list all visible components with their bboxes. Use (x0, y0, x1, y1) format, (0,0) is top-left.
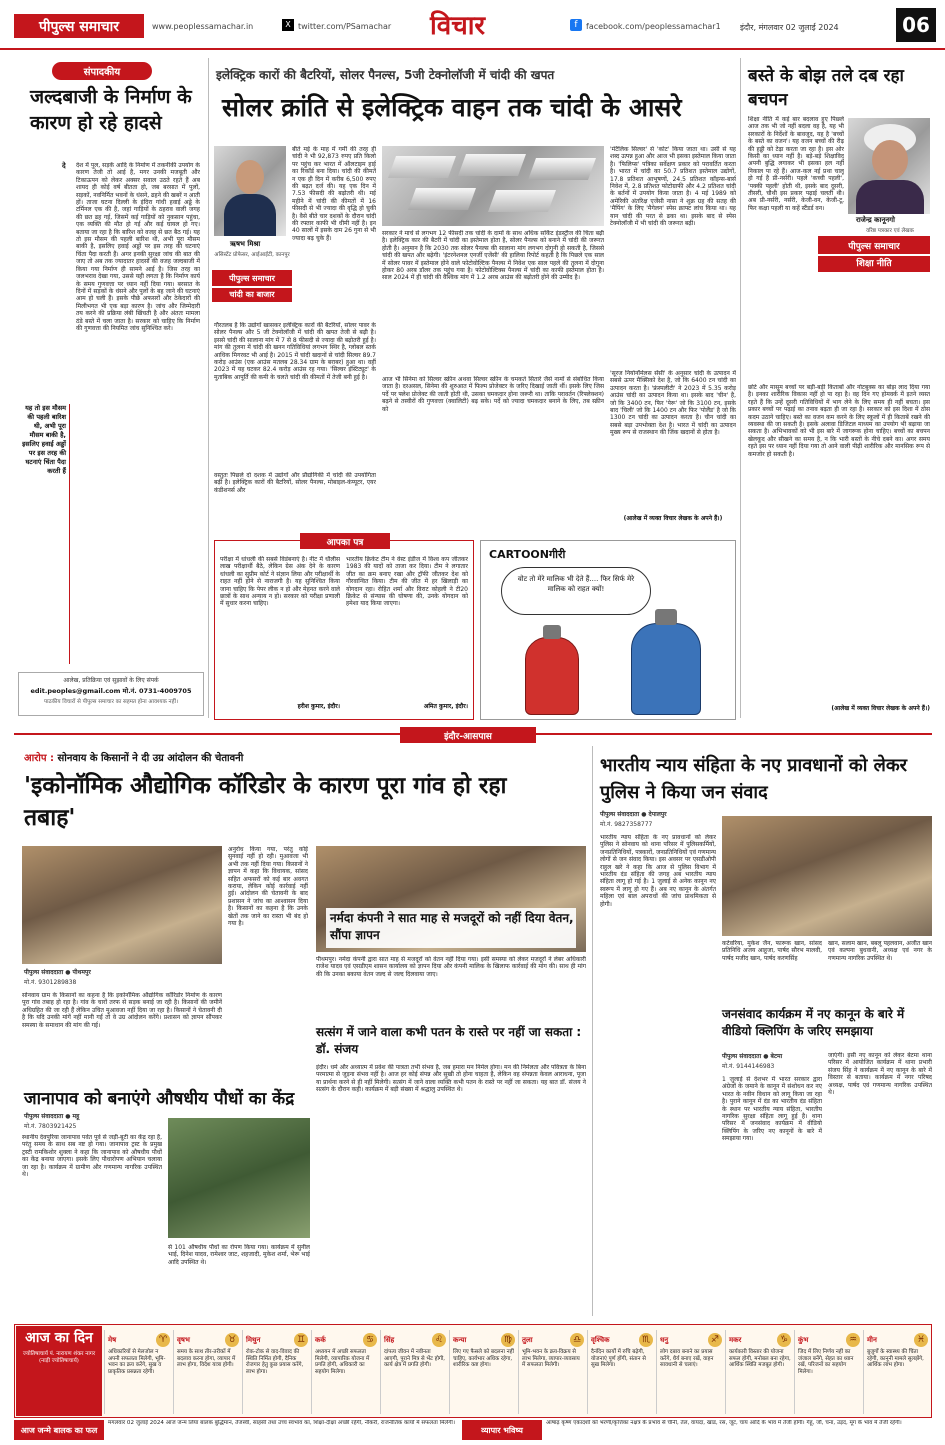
rashi-kark-name: कर्क (315, 1335, 326, 1344)
newspaper-logo: पीपुल्स समाचार (14, 14, 144, 38)
rashi-makar-name: मकर (729, 1335, 742, 1344)
bns-photo (722, 816, 932, 936)
rashi-tula (518, 1330, 587, 1414)
rashi-vrishchik-text: दैनंदिन कार्यों में रुचि बढ़ेगी, योजनाएं पूर्ण होंगी, संतान से सुख मिलेगा। (591, 1349, 646, 1369)
born-today-tag: आज जन्मे बालक का फल (14, 1420, 104, 1440)
website-link[interactable]: www.peoplessamachar.in (152, 22, 254, 31)
bachpan-author-name: राजेन्द्र कानूनगो (856, 216, 895, 224)
rashi-kumbh (794, 1330, 863, 1414)
editorial-disclaimer: पाठकीय विचारों से पीपुल्स समाचार का सहमत होना आवश्यक नहीं। (43, 699, 179, 705)
section-title: विचार (430, 11, 486, 41)
corridor-byline: पीपुल्स संवाददाता ● पीथमपुर (24, 969, 91, 976)
jaanapav-byline: पीपुल्स संवाददाता ● महू (24, 1113, 80, 1120)
rashi-kumbh-text: जिद में लिए निर्णय नहीं का जंजाल बनेंगे, सेहत का ध्यान रखें, परिजनों का सहयोग मिलेगा। (798, 1349, 854, 1375)
cancer-icon: ♋ (363, 1333, 377, 1347)
satsang-headline: सत्संग में जाने वाला कभी पतन के रास्ते पर नहीं जा सकता : डॉ. संजय (316, 1025, 582, 1056)
rashi-tula-name: तुला (522, 1335, 533, 1344)
editorial-dropcap: दे (62, 162, 66, 170)
libra-icon: ♎ (570, 1333, 584, 1347)
main-headline: सोलर क्रांति से इलेक्ट्रिक वाहन तक चांदी के आसरे (222, 93, 682, 122)
rashi-vrishchik (587, 1330, 656, 1414)
born-today-text: मंगलवार 02 जुलाई 2024 आज जन्म लिया बालक बुद्धिमान, तेजस्वी, साहसी तथा उच्च स्वभाव का, शिक्षा-दीक्षा अच्छी रहेगी, नौकरी, राजनीतिक कार्यों में सफलता मिलेगी। (108, 1420, 455, 1426)
rashi-kanya-name: कन्या (453, 1335, 467, 1344)
rashi-mithun-text: रोक-टोक से वाद-विवाद की स्थिति निर्मित होगी, दैनिक रोजगार हेतु कुछ प्रयास करेंगे, लाभ होगा। (246, 1349, 304, 1375)
section-bar-label: इंदौर-आसपास (400, 727, 536, 743)
rashi-meen-text: बुजुर्गों के स्वास्थ्य की चिंता रहेगी, कानूनी मामले सुलझेंगे, आर्थिक लाभ होगा। (867, 1349, 924, 1369)
rashi-dhanu-name: धनु (660, 1335, 669, 1344)
capricorn-icon: ♑ (777, 1333, 791, 1347)
rashi-vrishabh-name: वृषभ (177, 1335, 190, 1344)
jaanapav-photo (168, 1118, 310, 1238)
rashi-mesh-text: अधिकारियों से मेलजोल न अपनी सफलता मिलेगी, भूमि-भवन का क्रय करेंगे, सुख व प्राकृतिक प्रसन्नता रहेगी। (108, 1349, 166, 1375)
rashi-mesh (104, 1330, 173, 1414)
editorial-pullquote: यह तो इस मौसम की पहली बारिश थी, अभी पूरा मौसम बाकी है, इसलिए हवाई अड्डों पर इस तरह की घटनाएं चिंता पैदा करती हैं (20, 404, 70, 664)
main-col1: बीते मई के माह में गर्मी की तरह ही चांदी ने भी 92,873 रुपए प्रति किलो पर पहुंच कर भारत में ऑलटाइम हाई का रिकॉर्ड बना दिया। चांदी की कीमतें न एक ही दिन में करीब 6,500 रुपए की बढ़त दर्ज की। यह एक दिन में 7.53 फीसदी की बढ़ोतरी थी। मई महीने में चांदी की कीमतों में 16 फीसदी से भी ज्यादा की वृद्धि हो चुकी है। वैसे बीते चार दशकों के दौरान चांदी की रफ्तार काफी भी धीमी नहीं है। इन 40 सालों में इसके दाम 26 गुना से भी ज्यादा बढ़ चुके हैं। (292, 146, 376, 242)
author-name: ऋषभ मिश्रा (230, 240, 261, 248)
corridor-photo (22, 846, 222, 964)
facebook-icon: f (570, 19, 582, 31)
aquarius-icon: ♒ (846, 1333, 860, 1347)
betma-headline: जनसंवाद कार्यक्रम में नए कानून के बारे में वीडियो क्लिपिंग के जरिए समझाया (722, 1007, 905, 1038)
gemini-icon: ♊ (294, 1333, 308, 1347)
bns-photo-caption2: खान, सलाम खान, बबलू पहलवान, अजीत खान एवं कल्पना बुधवानी, अध्यक्ष एवं नगर के गणमान्य नागरिक उपस्थित थे। (828, 940, 932, 962)
market-forecast-tag: व्यापार भविष्य (462, 1420, 542, 1440)
facebook-link[interactable]: facebook.com/peoplessamachar1 (586, 22, 721, 31)
corridor-kicker-text: सोनवाय के किसानों ने दी उग्र आंदोलन की चेतावनी (57, 753, 244, 764)
gas-cylinder-red (525, 637, 579, 715)
rashi-kanya-text: लिए गए फैसले को बदलना नहीं चाहिए, कार्यभार अधिक रहेगा, शारीरिक कष्ट होगा। (453, 1349, 514, 1369)
bns-photo-caption: कटेवरिया, मुकेश जैन, फारूक खान, सांसद प्रतिनिधि अजय आहूजा, पार्षद सौरभ मालवी, पार्षद मजीद खान, पार्षद करणसिंह (722, 940, 822, 962)
corridor-body2: अनुरोध किया गया, परंतु कोई सुनवाई नहीं हो रही। मुआवजा भी अभी तक नहीं दिया गया। किसानों ने ज्ञापन में कहा कि विधायक, सांसद सहित अफसरों को कई बार अवगत कराया, लेकिन कोई कार्रवाई नहीं हुई। आंदोलन की चेतावनी के बाद प्रशासन ने जांच का आश्वासन दिया है। किसानों का कहना है कि उनके खेतों तक जाने का रास्ता भी बंद हो गया है। (228, 846, 308, 928)
gas-cylinder-blue (631, 623, 701, 715)
rashi-kark (311, 1330, 380, 1414)
silver-bars-photo (382, 146, 604, 226)
jaanapav-headline: जानापाव को बनाएंगे औषधीय पौधों का केंद्र (24, 1089, 295, 1109)
pisces-icon: ♓ (914, 1333, 928, 1347)
aries-icon: ♈ (156, 1333, 170, 1347)
twitter-link[interactable]: twitter.com/PSamachar (298, 22, 392, 31)
narmada-body: पीथमपुर। नर्मदा कंपनी द्वारा सात माह से मजदूरों को वेतन नहीं दिया गया। इसी समस्या को लेकर मजदूरों ने लेबर अधिकारी राजेश यादव एवं एसडीएम शासन कार्यालय को ज्ञापन दिया और कंपनी मालिक के खिलाफ कार्रवाई की मांग की। साथ ही मांग की कि उनका बकाया वेतन जल्द से जल्द दिलवाया जाए। (316, 956, 586, 978)
corridor-mobile: मो.नं. 9301289838 (24, 979, 77, 986)
jaanapav-body: स्थानीय देवपुरिया जानापाव पर्वत पूर्व से जड़ी-बूटी का केंद्र रहा है, परंतु समय के साथ सब नष्ट हो गया। जानापाव ट्रस्ट के प्रमुख ट्रस्टी रामकिशोर शुक्ला ने कहा कि जानापाव को औषधीय पौधों का केंद्र बनाया जाएगा। इसके लिए पौधारोपण अभियान चलाया जा रहा है। कार्यक्रम में ग्रामीण और गणमान्य नागरिक उपस्थित थे। (22, 1134, 162, 1179)
main-col3b: 'सूरज नियोनॉर्मलस सेंसी' के अनुसार चांदी के उत्पादन में सबसे ऊपर मैक्सिको देश है, जो कि 6400 टन चांदी का उत्पादन करता है। 'फ्रंस्पलीटी' ने 2023 में 5.35 करोड़ आउंस चांदी का उत्पादन किया था। इसके बाद 'चीन' है, जो कि 3400 टन, फिर 'पेरू' जो कि 3100 टन, इसके बाद 'चिली' जो कि 1400 टन और फिर 'पोलैंड' है जो कि 1300 टन चांदी का उत्पादन करता है। चीन चांदी का सबसे बड़ा उपभोक्ता देश है। भारत में चांदी का उत्पादन मुख्य रूप से राजस्थान की जिंक खदानों से होता है। (610, 370, 736, 437)
rashi-vrishabh-text: समय के साथ तीर-तरीकों में बदलाव करना होगा, व्यापार में लाभ होगा, विदेश यात्रा होगी। (177, 1349, 236, 1369)
sagittarius-icon: ♐ (708, 1333, 722, 1347)
horoscope-astrologer: ज्योतिषाचार्य पं. नारायण शंकर नागर (नाड़ी ज्योतिषाचार्य) (22, 1351, 96, 1364)
virgo-icon: ♍ (501, 1333, 515, 1347)
corridor-kicker-label: आरोप : (24, 753, 55, 764)
rashi-mithun (242, 1330, 311, 1414)
scorpio-icon: ♏ (639, 1333, 653, 1347)
main-kicker: इलेक्ट्रिक कारों की बैटरियों, सोलर पैनल्स, 5जी टेक्नोलॉजी में चांदी की खपत (216, 68, 555, 82)
betma-mobile: मो.नं. 9144146983 (722, 1063, 775, 1070)
bns-headline: भारतीय न्याय संहिता के नए प्रावधानों को लेकर पुलिस ने किया जन संवाद (600, 755, 908, 803)
letters-title: आपका पत्र (300, 533, 390, 549)
cartoon-box (480, 540, 736, 720)
bachpan-body2: छोटे और मासूम बच्चों पर बड़ी-बड़ी किताबों और नोटबुक्स का बोझ लाद दिया गया है। इनका शारीरिक विकास नहीं हो पा रहा है। वह दिन गए होमवर्क में इतने व्यस्त रहते हैं कि उन्हें दूसरी गतिविधियों में भाग लेने के लिए समय ही नहीं बचता। इस प्रकार बच्चों पर पढ़ाई का तनाव बढ़ता ही जा रहा है। सरकार को इस दिशा में ठोस कदम उठाने चाहिए। बस्ते का वजन कम करने के लिए स्कूलों में ही किताबें रखने की व्यवस्था की जा सकती है। इसके अलावा डिजिटल माध्यम का उपयोग भी बढ़ाया जा सकता है। अभिभावकों को भी इस बारे में जागरूक होना चाहिए। बच्चों का बचपन खेलकूद और सीखने का समय है, न कि भारी बस्तों के नीचे दबने का। अगर समय रहते इस पर ध्यान नहीं दिया गया तो आने वाली पीढ़ी शारीरिक और मानसिक रूप से कमजोर हो सकती है। (748, 384, 930, 458)
betma-byline: पीपुल्स संवाददाता ● बेटमा (722, 1053, 783, 1060)
bachpan-author-photo (848, 118, 930, 214)
market-forecast-text: आषाढ़ कृष्ण एकादशी को भरणी/कृत्तिका नक्षत्र के प्रभाव से चीनी, तेल, वायदा, खांड, रस, जूट, चाय आदि के भाव में तेजी होगी। गेहूं, जौ, चना, उड़द, मूंग के भाव में तेजी रहेगी। (546, 1420, 902, 1426)
satsang-body: इंदौर। धर्म और अध्यात्म में प्रवेश की पात्रता तभी संभव है, जब हमारा मन निर्मल होगा। मन की निर्मलता और पवित्रता के बिना परमात्मा से जुड़ना संभव नहीं है। आज हर कोई संपन्न और सुखी तो होना चाहता है, लेकिन वह संपन्नता केवल आराधना, पूजा या प्रार्थना करने से ही नहीं मिलेगी। सत्संग में जाने वाला व्यक्ति कभी पतन के रास्ते पर नहीं जा सकता। यह बात डॉ. संजय ने सत्संग के दौरान कही। कार्यक्रम में बड़ी संख्या में श्रद्धालु उपस्थित थे। (316, 1064, 586, 1094)
bachpan-column-logo: पीपुल्स समाचार (818, 236, 930, 254)
rashi-singh-name: सिंह (384, 1335, 395, 1344)
column-name: चांदी का बाजार (212, 288, 292, 302)
jaanapav-mobile: मो.नं. 7803921425 (24, 1123, 77, 1130)
rashi-dhanu-text: लोग दबाव बनाने का प्रयास करेंगे, धैर्य बनाए रखें, वाहन सावधानी से चलाएं। (660, 1349, 714, 1369)
rashi-singh (380, 1330, 449, 1414)
main-col2b: आज भी सिनेमा को सिल्वर स्क्रीन अथवा सिल्वर स्क्रीन के चमकते सितारे जैसे नामों से संबोधित किया जाता है। दरअसल, सिनेमा की शुरुआत में फिल्म प्रोजेक्टर के जरिए दिखाई जाती थीं। इसके लिए जिस पर्दे पर फ्लेश प्रोजेक्ट की जाती होती थी, उसका चमकदार होना जरूरी था। ताकि परावर्तन (रिफ्लेक्शन) बढ़ने से तस्वीरों की गुणवत्ता (क्वालिटी) बढ़ सके। पर्दे को ज्यादा चमकदार बनाने के लिए, तब स्क्रीन को (382, 376, 604, 413)
bachpan-body: शिक्षा नीति में कई बार बदलाव हुए पिछ्ले आज तक भी जो नहीं बदला वह है, यह भी सरकारों के निर्देशों के बावजूद, यह है 'बच्चों के बस्ते का वजन'। यह वजन बच्चों की रीढ़ की हड्डी को टेढ़ा करता जा रहा है। इस ओर किसी का ध्यान नहीं है। बड़े-बड़े शिक्षाविद् अपनी बुद्धि लगाकर भी इसका हल नहीं निकाल पा रहे हैं। आज-कल नई प्रथा चालू हो गई है प्री-नर्सरी। पहले 'कच्ची पहली', 'पक्की पहली' होती थी, इसके बाद दूसरी, तीसरी, चौथी इस प्रकार पढ़ाई चलती थी। अब प्री-नर्सरी, नर्सरी, केजी-वन, केजी-टू, फिर कक्षा पहली या कहें स्टैंडर्ड वन। (748, 116, 844, 212)
letter-1-author: हरीश कुमार, इंदौर। (297, 703, 340, 710)
author-title: असिस्टेंट प्रोफेसर, आईआईटी, कानपुर (214, 252, 290, 258)
bachpan-column-name: शिक्षा नीति (818, 256, 930, 272)
author-photo (214, 146, 286, 236)
bns-body: भारतीय न्याय संहिता के नए प्रावधानों को लेकर पुलिस ने सोनवाय को थाना परिसर में पुलिसकर्मियों, जनप्रतिनिधियों, पत्रकारों, जनप्रतिनिधियों एवं गणमान्य लोगों से जन संवाद किया। इस अवसर पर एसडीओपी राहुल खरे ने कहा कि आज से पुलिस विभाग में भारतीय दंड संहिता की जगह अब भारतीय न्याय संहिता लागू हो गई है। 1 जुलाई से अनेक कानून नए स्वरूप में लागू हो गए हैं। अब नए कानून के अंतर्गत महिला एवं बाल अपराधों की जांच प्राथमिकता से होगी। (600, 834, 716, 908)
bns-byline: पीपुल्स संवाददाता ● देपालपुर (600, 811, 667, 818)
letter-2-author: अमित कुमार, इंदौर। (423, 703, 468, 710)
editorial-email[interactable]: edit.peoples@gmail.com मो.नं. 0731-4009705 (30, 687, 192, 695)
rashi-vrishabh (173, 1330, 242, 1414)
gas-cylinder-blue-valve (655, 609, 677, 625)
rashi-kanya (449, 1330, 518, 1414)
editorial-body: देश में पुल, सड़कें आदि के निर्माण में तकनीकी उपयोग के कारण तेजी तो आई है, मगर उनकी मजबूती और टिकाऊपन को लेकर अक्सर सवाल उठते रहते हैं अब शायद ही कोई वर्ष बीतता हो, जब बरसात में पुलों, सड़कों, नवनिर्मित भवनों के धंसने, ढहने की खबरें न आती हों। ताजा घटना दिल्ली के इंदिरा गांधी हवाई अड्डे के टर्मिनल एक की है, जहां गाड़ियों के ठहराव वाली जगह की छत ढह गई, जिसमें कई गाड़ियों को नुकसान पहुंचा, एक व्यक्ति की मौत हो गई और कई घायल हो गए। बताया जा रहा है कि बारिश को वजह से छत बैठ गई। यह तो इस मौसम की पहली बारिश थी, अभी पूरा मौसम बाकी है, इसलिए हवाई अड्डों पर इस तरह की घटनाएं चिंता पैदा करती हैं। अगर इनकी सुरक्षा जांच की बात की जाए तो अब तक ज्यादातर हादसों की वजह जल्दबाजी में किया गया निर्माण ही सामने आई है। जिस तरह का जलभराव देखा गया, उससे यही लगता है कि निर्माण कार्य के समय गुणवत्ता पर ध्यान नहीं दिया गया। बरसात के दिनों में सड़कों के धंसने और पुलों के बह जाने की घटनाएं आम हो चली हैं। इसके पीछे अफसरों और ठेकेदारों की मिलीभगत भी एक बड़ा कारण है। जांच और जिम्मेदारी तय करने की प्रक्रिया लंबी खिंचती है और अंततः मामला ठंडे बस्ते में चला जाता है। सरकार को चाहिए कि निर्माण की गुणवत्ता की नियमित जांच सुनिश्चित करे। (76, 162, 200, 332)
corridor-kicker (24, 750, 564, 764)
main-col1c: वस्तुतः पिछले दो दशक में उद्योगों और प्रौद्योगिकी में चांदी की उपयोगिता बढ़ी है। इलेक्ट्रिक कारों की बैटरियों, सोलर पैनल्स, मोबाइल-कंप्यूटर, एयर कंडीशनर्स और (214, 472, 376, 494)
editorial-headline: जल्दबाजी के निर्माण के कारण हो रहे हादसे (30, 86, 192, 134)
corridor-body: सोनवाय ग्राम के किसानों का कहना है कि इकोनॉमिक औद्योगिक कॉरिडोर निर्माण के कारण पूरा गांव तबाह हो रहा है। गांव के चारों तरफ से सड़क बनाई जा रही है। किसानों की जमीनें अधिग्रहित की जा रही हैं लेकिन उचित मुआवजा नहीं दिया जा रहा है। किसानों ने चेतावनी दी है कि यदि उनकी मांगें नहीं मानी गईं तो वे उग्र आंदोलन करेंगे। प्रशासन को ज्ञापन सौंपकर समस्या के समाधान की मांग की गई। (22, 992, 222, 1029)
bachpan-headline: बस्ते के बोझ तले दब रहा बचपन (748, 66, 904, 110)
editorial-footer (18, 672, 204, 716)
rashi-meen-name: मीन (867, 1335, 877, 1344)
taurus-icon: ♉ (225, 1333, 239, 1347)
betma-body2: जाएंगी। इसी नए कानून को लेकर बेटमा थाना परिसर में आयोजित कार्यक्रम में थाना प्रभारी संजय सिंह ने कार्यक्रम में नए कानून के बारे में विस्तार से बताया। कार्यक्रम में नगर परिषद अध्यक्ष, पार्षद एवं गणमान्य नागरिक उपस्थित थे। (828, 1052, 932, 1097)
rashi-makar (725, 1330, 794, 1414)
jaanapav-body2: से 101 औषधीय पौधों का रोपण किया गया। कार्यक्रम में सुनील भाई, दिनेश यादव, रामेश्वर जाट, शहजादी, मुकेश शर्मा, भेरू भाई आदि उपस्थित थे। (168, 1244, 310, 1266)
rashi-dhanu (656, 1330, 725, 1414)
rashi-mithun-name: मिथुन (246, 1335, 261, 1344)
cartoon-bubble: वोट तो मेरे मालिक भी देते हैं.... फिर सिर्फ मेरे मालिक को राहत क्यों! (501, 567, 651, 615)
main-col2: सरकार ने मार्च से लगभग 12 फीसदी तक चांदी के दामों के साथ अधिक सर्किट इंडस्ट्रीज की चिंता बढ़ी है। इलेक्ट्रिक कार की बैटरी में चांदी का इस्तेमाल होता है, सोलर पैनल्स को बनाने में चांदी की जरूरत होती है। अनुमान है कि 2030 तक सोलर पैनल्स की सालाना मांग लगभग दोगुनी हो सकती है, जिससे चांदी की खपत और बढ़ेगी। 'इंटरनेशनल एनर्जी एजेंसी' की हालिया रिपोर्ट कहती है कि पिछले एक साल में सोलर पावर में इस्तेमाल होने वाले फोटोवोल्टिक पैनल्स में निवेश एक साल पहले की तुलना में दोगुना होकर 80 अरब डॉलर तक पहुंच गया है। फोटोवोल्टिक्स पैनल्स में चांदी का काफी इस्तेमाल होता है। साल 2024 में ही चांदी की वैश्विक मांग में 1.2 अरब आउंस की बढ़ोतरी होने की उम्मीद है। (382, 230, 604, 282)
betma-body: 1 जुलाई से देशभर में भारत सरकार द्वारा अंग्रेजों के जमाने के कानून में संशोधन कर नए भारत के नवीन विधान को लागू किया जा रहा है। पुराने कानून में दंड का भारतीय दंड संहिता के स्थान पर भारतीय न्याय संहिता, भारतीय नागरिक सुरक्षा संहिता लागू हुई है। थाना परिसर में जनसंवाद कार्यक्रम में वीडियो क्लिपिंग के जरिए नए कानूनों के बारे में समझाया गया। (722, 1076, 822, 1143)
editorial-footer-line: आलेख, प्रतिक्रिया एवं सुझावों के लिए संपर्क (63, 677, 159, 684)
gas-cylinder-red-valve (543, 625, 561, 639)
rashi-mesh-name: मेष (108, 1335, 117, 1344)
rashi-kark-text: अध्ययन में अच्छी सफलता मिलेगी, व्यापारिक योजना में प्रगति होगी, अधिकारी का सहयोग मिलेगा। (315, 1349, 370, 1375)
rashi-kumbh-name: कुंभ (798, 1335, 809, 1344)
dateline: इंदौर, मंगलवार 02 जुलाई 2024 (740, 23, 839, 32)
rashi-tula-text: भूमि-भवन के क्रय-विक्रय से लाभ मिलेगा, व्यापार-व्यवसाय में सफलता मिलेगी। (522, 1349, 580, 1369)
letter-1: परीक्षा में धांधली की सबसे विडंबनाएं है। नीट में धौलीस लाख परीक्षार्थी बैठे, लेकिन ग्रेस अंक देने के कारण धांधली का सुप्रीम कोर्ट ने संज्ञान लिया और परीक्षार्थी के राहत नहीं होने से नाराजगी है। यह सुनिश्चित किया जाना चाहिए कि पेपर लीक न हो और मेहनत करने वाले छात्रों के साथ अन्याय न हो। सरकार को परीक्षा प्रणाली में सुधार करना चाहिए। (220, 556, 340, 608)
column-logo: पीपुल्स समाचार (212, 270, 292, 286)
letter-2: भारतीय क्रिकेट टीम ने वेस्ट इंडीज में विश्व कप जीतकर 1983 की यादों को ताजा कर दिया। टीम ने लगातार जीत का क्रम बनाए रखा और ट्रॉफी जीतकर देश को गौरवान्वित किया। टीम की जीत में हर खिलाड़ी का योगदान रहा। रोहित शर्मा और विराट कोहली ने टी20 क्रिकेट से संन्यास की घोषणा की, उनके योगदान को हमेशा याद किया जाएगा। (346, 556, 468, 608)
editorial-tag: संपादकीय (52, 62, 152, 80)
page-number: 06 (896, 8, 936, 42)
main-col1b: गौरतलब है कि उद्योगों खासकर इलेक्ट्रिक कारों की बैटरियों, सोलर पावर के सोलर पैनल्स और 5 जी टेक्नोलॉजी में चांदी की खपत तेजी से बढ़ी है। इससे चांदी की सालाना मांग में 7 से 8 फीसदी से ज्यादा की बढ़ोतरी हुई है। मांग की तुलना में चांदी की खनन गतिविधियां लगभग स्थिर है, ग्लोबल स्तर्क आधिक मिगरवट भी आई है। 2015 में चांदी खदानों से चांदी सिल्वर 89.7 करोड़ आउंस (एक आउंस मतलब 28.34 ग्राम के बराबर) हुआ था। वहीं 2023 में यह घटकर 82.4 करोड़ आउंस रह गया। 'सिल्वर इंस्टिट्यूट' के मुताबिक आपूर्ति की कमी के चलते चांदी की कीमतों में तेजी बनी हुई है। (214, 322, 376, 381)
twitter-icon: X (282, 19, 294, 31)
horoscope-title: आज का दिन (25, 1330, 93, 1346)
main-col3: 'मेटैलिक सिल्वर' से 'कोट' किया जाता था। उसी से यह शब्द उत्पन्न हुआ और आज भी इसका इस्तेमाल किया जाता है। 'फिलिप्स' पत्रिका सर्वेक्षण प्रकार को परावर्तित करता है। भारत में चांदी का 50.7 प्रतिशत इस्तेमाल उद्योगों, 17.8 प्रतिशत आभूषणों, 24.5 प्रतिशत कॉइन्स-बार्स निवेश में, 2.8 प्रतिशत फोटोग्राफी और 4.2 प्रतिशत चांदी के बर्तनों में उपयोग किया जाता है। 4 मई 1989 को अमेरिकी अंतरिक्ष एजेंसी नासा ने शुक्र ग्रह की सतह की 'मैपिंग' के लिए 'मैगेलन' स्पेस क्राफ्ट लांच किया था। यह यान चांदी की परत से ढका था। इसके बाद से स्पेस टेक्नोलॉजी में भी चांदी की जरूरत बढ़ी। (610, 146, 736, 228)
corridor-headline: 'इकोनॉमिक औद्योगिक कॉरिडोर के कारण पूरा गांव हो रहा तबाह' (24, 773, 507, 831)
rashi-singh-text: दांपत्य जीवन में नवीनता आएगी, पुराने मित्र से भेंट होगी, कार्य क्षेत्र में प्रगति होगी। (384, 1349, 446, 1369)
rashi-makar-text: कार्यकारी विस्तार की योजना सफल होगी, मनोबल बना रहेगा, आर्थिक स्थिति मजबूत होगी। (729, 1349, 791, 1369)
bachpan-footnote: (आलेख में व्यक्त विचार लेखक के अपने हैं।) (831, 705, 930, 712)
bachpan-author-title: वरिष्ठ पत्रकार एवं लेखक (866, 228, 914, 234)
rashi-meen (863, 1330, 931, 1414)
masthead (0, 0, 945, 50)
rashi-vrishchik-name: वृश्चिक (591, 1335, 610, 1344)
horoscope-title-box (16, 1326, 102, 1416)
leo-icon: ♌ (432, 1333, 446, 1347)
main-footnote: (आलेख में व्यक्त विचार लेखक के अपने हैं।) (623, 515, 723, 522)
bns-mobile: मो.नं. 9827358777 (600, 821, 653, 828)
cartoon-title: CARTOONगीरी (489, 548, 566, 561)
narmada-headline: नर्मदा कंपनी ने सात माह से मजदूरों को नहीं दिया वेतन, सौंपा ज्ञापन (330, 911, 574, 942)
